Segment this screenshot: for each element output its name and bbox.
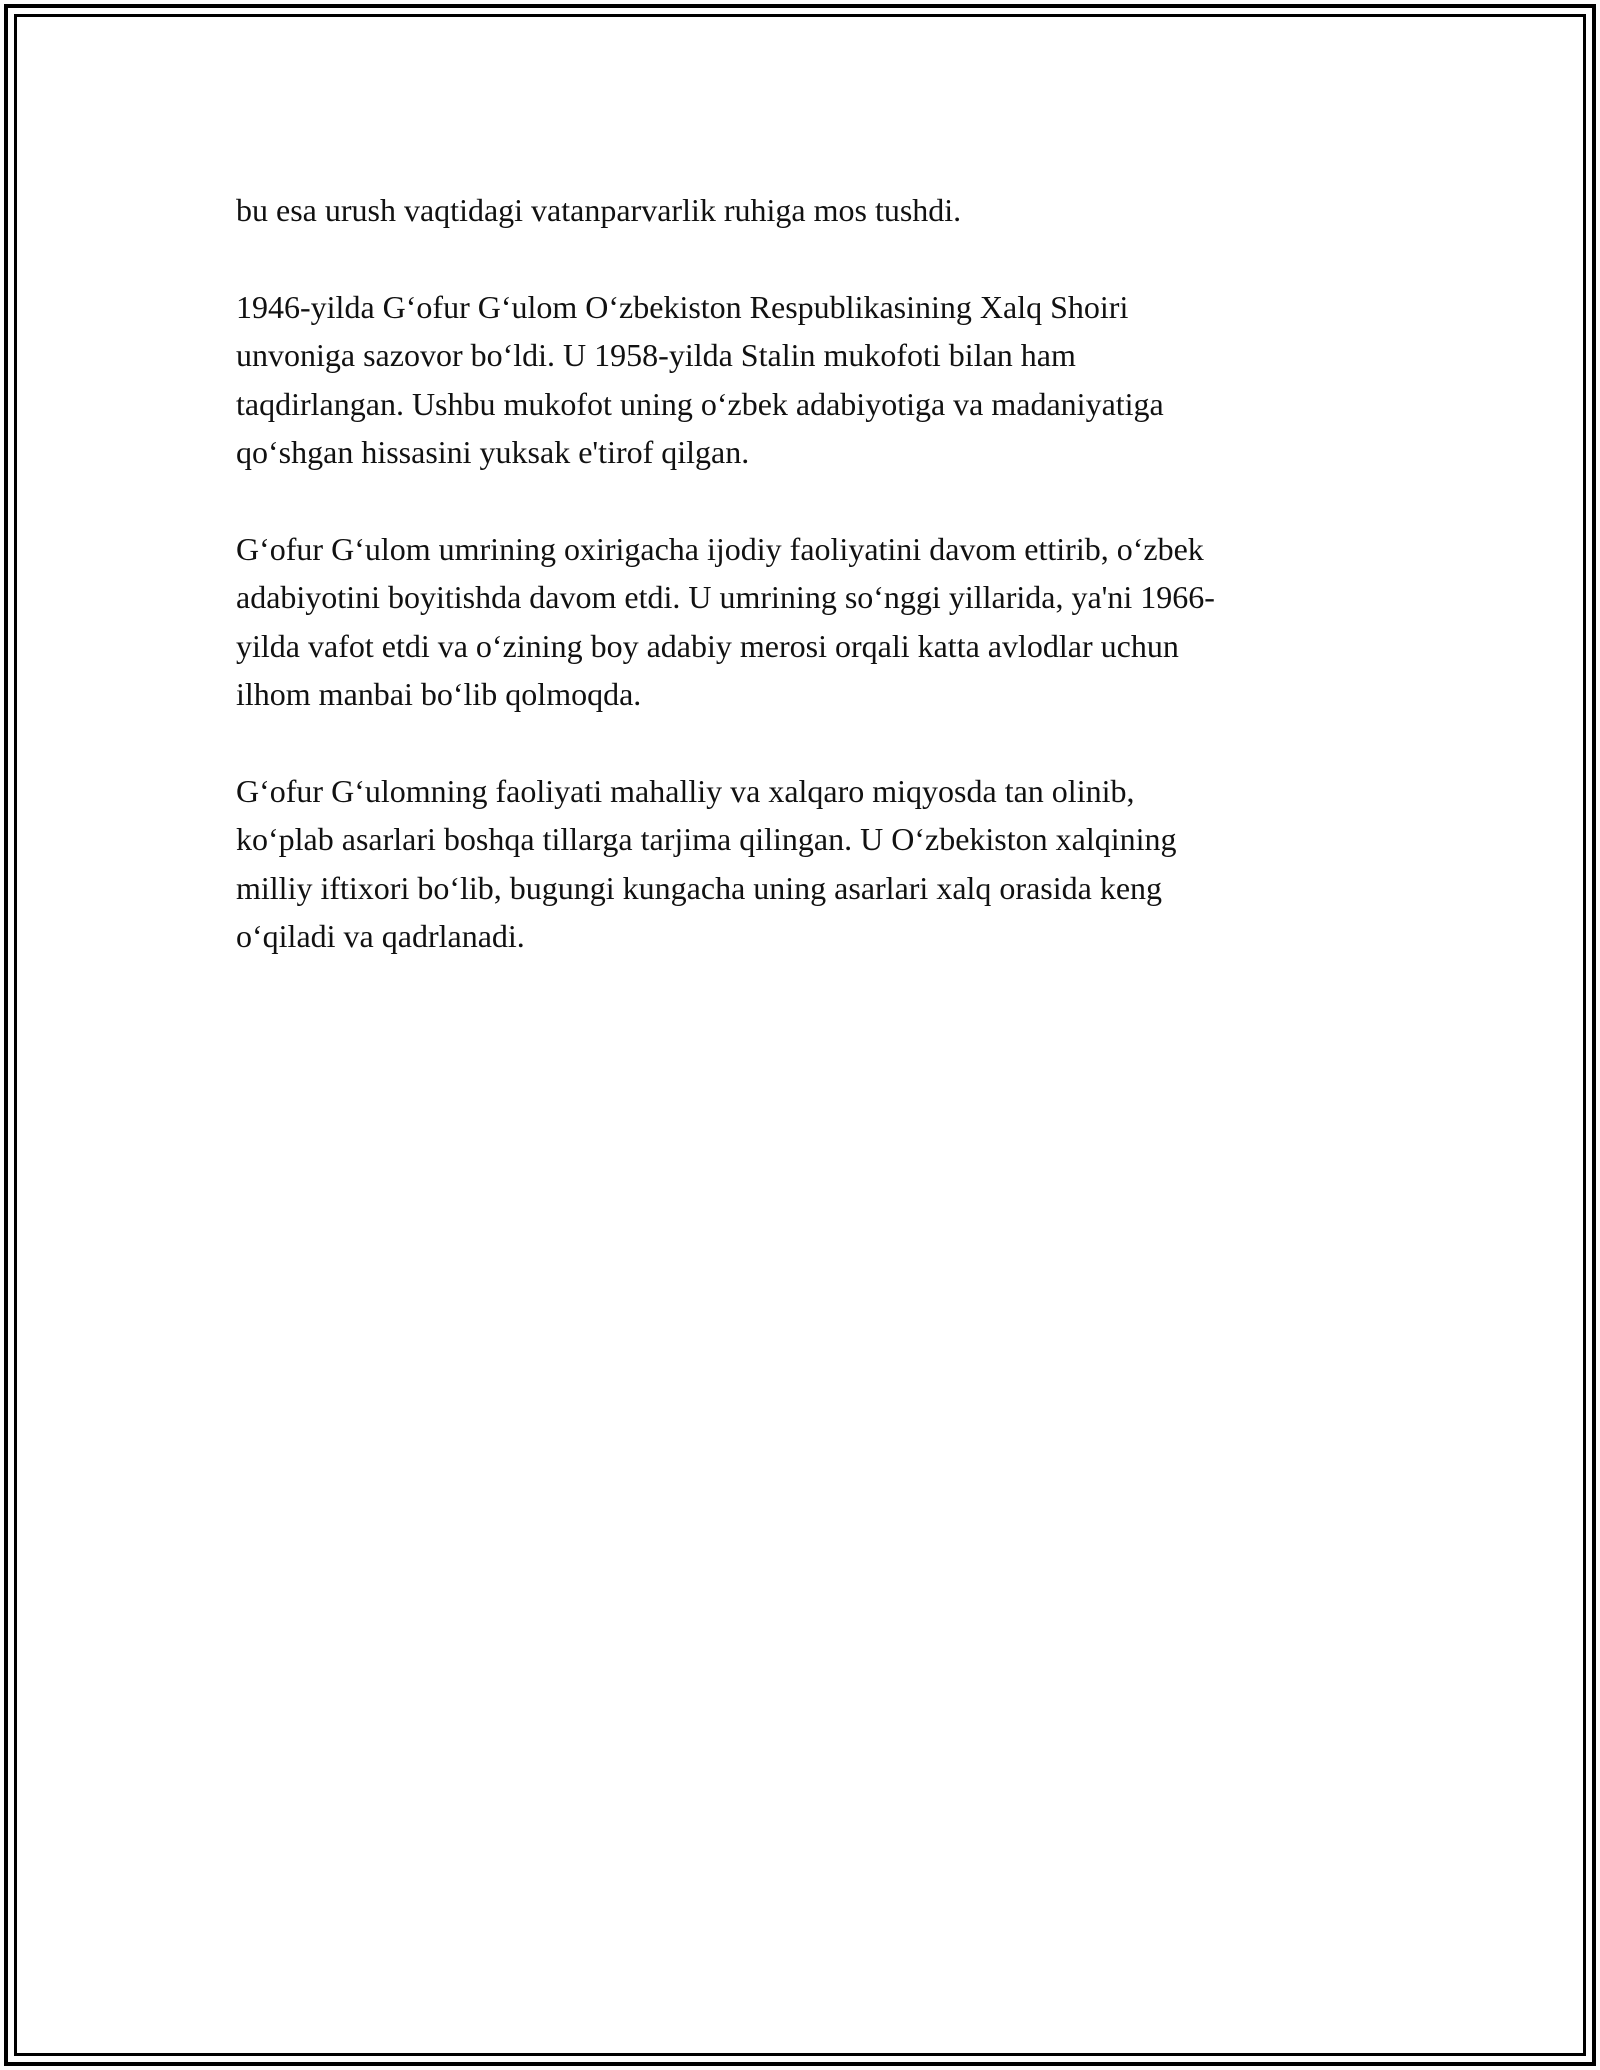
paragraph-4: G‘ofur G‘ulomning faoliyati mahalliy va xalqaro miqyosda tan olinib, ko‘plab asarlari boshqa tillarga tarjima qilingan. U O‘zbekiston xalqining milliy iftixori bo‘lib, bugungi kungacha uning asarlari xalq orasida keng o‘qiladi va qadrlanadi. [236, 772, 1177, 954]
paragraph-2: 1946-yilda G‘ofur G‘ulom O‘zbekiston Respublikasining Xalq Shoiri unvoniga sazovor bo‘ldi. U 1958-yilda Stalin mukofoti bilan ham taqdirlangan. Ushbu mukofot uning o‘zbek adabiyotiga va madaniyatiga qo‘shgan hissasini yuksak e'tirof qilgan. [236, 288, 1164, 470]
paragraph-3: G‘ofur G‘ulom umrining oxirigacha ijodiy faoliyatini davom ettirib, o‘zbek adabiyotini boyitishda davom etdi. U umrining so‘nggi yillarida, ya'ni 1966- yilda vafot etdi va o‘zining boy adabiy merosi orqali katta avlodlar uchun ilhom manbai bo‘lib qolmoqda. [236, 530, 1215, 712]
document-body [236, 186, 1376, 1009]
paragraph-1: bu esa urush vaqtidagi vatanparvarlik ruhiga mos tushdi. [236, 192, 962, 228]
